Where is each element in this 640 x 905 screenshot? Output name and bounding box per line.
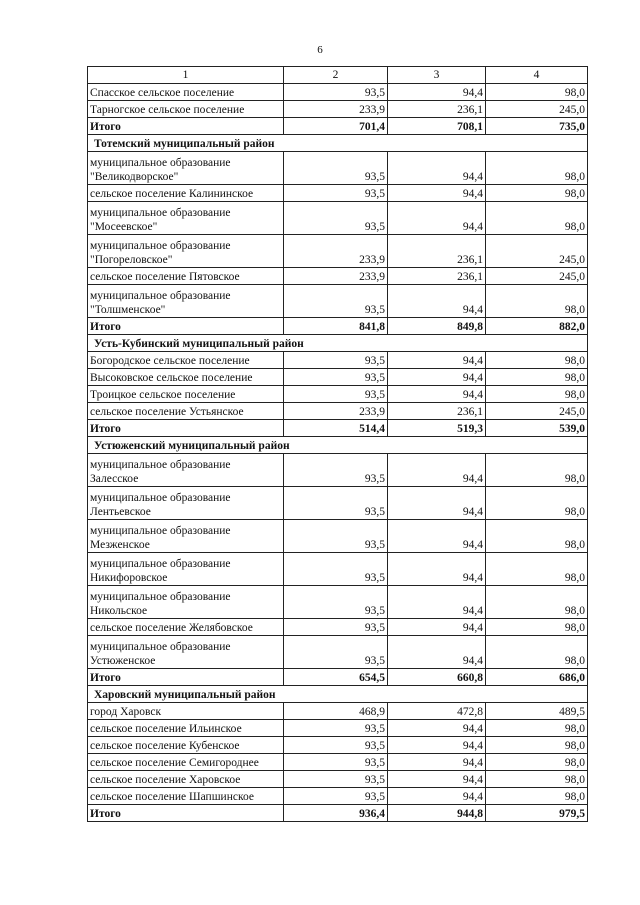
- table-row: [88, 352, 588, 369]
- settlement-name: сельское поселение Ильинское: [88, 720, 284, 737]
- value-col-3: 236,1: [388, 101, 486, 118]
- value-col-3: 519,3: [388, 420, 486, 437]
- value-col-2: 93,5: [284, 84, 388, 101]
- value-col-3: 94,4: [388, 788, 486, 805]
- settlement-name: муниципальное образование Лентьевское: [88, 487, 284, 520]
- value-col-4: 245,0: [486, 268, 588, 285]
- value-col-4: 98,0: [486, 369, 588, 386]
- settlement-name: сельское поселение Желябовское: [88, 619, 284, 636]
- total-row: [88, 318, 588, 335]
- settlement-name: муниципальное образование Устюженское: [88, 636, 284, 669]
- value-col-2: 93,5: [284, 636, 388, 669]
- value-col-3: 94,4: [388, 352, 486, 369]
- table-row: [88, 454, 588, 487]
- total-row: [88, 118, 588, 135]
- settlement-name: муниципальное образование "Мосеевское": [88, 202, 284, 235]
- value-col-2: 93,5: [284, 754, 388, 771]
- value-col-2: 93,5: [284, 454, 388, 487]
- district-header-row: [88, 437, 588, 454]
- value-col-4: 245,0: [486, 101, 588, 118]
- value-col-4: 98,0: [486, 553, 588, 586]
- settlement-name: муниципальное образование "Толшменское": [88, 285, 284, 318]
- value-col-4: 98,0: [486, 84, 588, 101]
- value-col-4: 98,0: [486, 619, 588, 636]
- table-row: [88, 487, 588, 520]
- settlement-name: Спасское сельское поселение: [88, 84, 284, 101]
- settlement-name: муниципальное образование Мезженское: [88, 520, 284, 553]
- value-col-4: 245,0: [486, 235, 588, 268]
- value-col-4: 98,0: [486, 454, 588, 487]
- value-col-3: 94,4: [388, 737, 486, 754]
- total-label: Итого: [88, 420, 284, 437]
- value-col-4: 882,0: [486, 318, 588, 335]
- settlement-name: сельское поселение Кубенское: [88, 737, 284, 754]
- value-col-3: 94,4: [388, 520, 486, 553]
- value-col-2: 233,9: [284, 403, 388, 420]
- value-col-3: 94,4: [388, 720, 486, 737]
- settlement-name: Троицкое сельское поселение: [88, 386, 284, 403]
- value-col-3: 94,4: [388, 84, 486, 101]
- settlement-name: Тарногское сельское поселение: [88, 101, 284, 118]
- value-col-2: 93,5: [284, 285, 388, 318]
- table-row: [88, 553, 588, 586]
- value-col-3: 94,4: [388, 454, 486, 487]
- table-row: [88, 369, 588, 386]
- table-row: [88, 720, 588, 737]
- value-col-2: 93,5: [284, 788, 388, 805]
- column-number-row: [88, 67, 588, 84]
- table-row: [88, 185, 588, 202]
- value-col-2: 93,5: [284, 352, 388, 369]
- settlement-name: муниципальное образование Никольское: [88, 586, 284, 619]
- value-col-4: 98,0: [486, 586, 588, 619]
- value-col-3: 236,1: [388, 268, 486, 285]
- value-col-3: 849,8: [388, 318, 486, 335]
- value-col-2: 93,5: [284, 586, 388, 619]
- value-col-4: 979,5: [486, 805, 588, 822]
- value-col-4: 98,0: [486, 352, 588, 369]
- value-col-3: 94,4: [388, 619, 486, 636]
- value-col-3: 94,4: [388, 202, 486, 235]
- settlement-name: муниципальное образование Никифоровское: [88, 553, 284, 586]
- value-col-4: 98,0: [486, 737, 588, 754]
- district-header-row: [88, 686, 588, 703]
- district-header-row: [88, 135, 588, 152]
- column-number-1: 1: [88, 67, 284, 84]
- page-number: 6: [317, 44, 323, 56]
- value-col-2: 93,5: [284, 386, 388, 403]
- table-row: [88, 235, 588, 268]
- total-row: [88, 420, 588, 437]
- value-col-3: 236,1: [388, 235, 486, 268]
- value-col-2: 936,4: [284, 805, 388, 822]
- value-col-2: 468,9: [284, 703, 388, 720]
- value-col-4: 686,0: [486, 669, 588, 686]
- value-col-4: 98,0: [486, 185, 588, 202]
- table-row: [88, 788, 588, 805]
- value-col-2: 233,9: [284, 268, 388, 285]
- value-col-2: 93,5: [284, 619, 388, 636]
- settlement-name: сельское поселение Харовское: [88, 771, 284, 788]
- district-name: Харовский муниципальный район: [88, 686, 588, 703]
- district-header-row: [88, 335, 588, 352]
- table-row: [88, 636, 588, 669]
- total-row: [88, 805, 588, 822]
- budget-table-body: [88, 67, 588, 822]
- value-col-4: 489,5: [486, 703, 588, 720]
- district-name: Усть-Кубинский муниципальный район: [88, 335, 588, 352]
- value-col-4: 245,0: [486, 403, 588, 420]
- table-row: [88, 737, 588, 754]
- district-name: Устюженский муниципальный район: [88, 437, 588, 454]
- settlement-name: Богородское сельское поселение: [88, 352, 284, 369]
- value-col-3: 94,4: [388, 152, 486, 185]
- value-col-4: 98,0: [486, 788, 588, 805]
- total-label: Итого: [88, 118, 284, 135]
- value-col-4: 539,0: [486, 420, 588, 437]
- settlement-name: муниципальное образование Залесское: [88, 454, 284, 487]
- value-col-3: 94,4: [388, 185, 486, 202]
- value-col-4: 98,0: [486, 487, 588, 520]
- settlement-name: муниципальное образование "Великодворское": [88, 152, 284, 185]
- settlement-name: сельское поселение Шапшинское: [88, 788, 284, 805]
- table-row: [88, 619, 588, 636]
- value-col-3: 660,8: [388, 669, 486, 686]
- value-col-3: 94,4: [388, 487, 486, 520]
- value-col-2: 93,5: [284, 152, 388, 185]
- settlement-name: сельское поселение Калининское: [88, 185, 284, 202]
- value-col-3: 472,8: [388, 703, 486, 720]
- value-col-2: 93,5: [284, 737, 388, 754]
- table-row: [88, 152, 588, 185]
- value-col-2: 93,5: [284, 553, 388, 586]
- value-col-4: 735,0: [486, 118, 588, 135]
- value-col-2: 93,5: [284, 369, 388, 386]
- value-col-4: 98,0: [486, 285, 588, 318]
- value-col-2: 93,5: [284, 185, 388, 202]
- value-col-3: 94,4: [388, 553, 486, 586]
- district-name: Тотемский муниципальный район: [88, 135, 588, 152]
- table-row: [88, 285, 588, 318]
- value-col-4: 98,0: [486, 771, 588, 788]
- value-col-3: 94,4: [388, 285, 486, 318]
- table-row: [88, 101, 588, 118]
- value-col-2: 701,4: [284, 118, 388, 135]
- value-col-3: 94,4: [388, 636, 486, 669]
- value-col-3: 94,4: [388, 369, 486, 386]
- value-col-3: 94,4: [388, 771, 486, 788]
- table-row: [88, 84, 588, 101]
- settlement-name: Высоковское сельское поселение: [88, 369, 284, 386]
- value-col-2: 654,5: [284, 669, 388, 686]
- settlement-name: сельское поселение Пятовское: [88, 268, 284, 285]
- value-col-4: 98,0: [486, 520, 588, 553]
- value-col-4: 98,0: [486, 386, 588, 403]
- value-col-2: 233,9: [284, 101, 388, 118]
- table-row: [88, 771, 588, 788]
- table-row: [88, 202, 588, 235]
- value-col-2: 93,5: [284, 202, 388, 235]
- budget-table: [87, 66, 588, 822]
- value-col-2: 514,4: [284, 420, 388, 437]
- value-col-2: 93,5: [284, 487, 388, 520]
- total-row: [88, 669, 588, 686]
- table-row: [88, 520, 588, 553]
- value-col-4: 98,0: [486, 152, 588, 185]
- value-col-3: 94,4: [388, 386, 486, 403]
- settlement-name: сельское поселение Устьянское: [88, 403, 284, 420]
- value-col-4: 98,0: [486, 720, 588, 737]
- table-row: [88, 703, 588, 720]
- settlement-name: город Харовск: [88, 703, 284, 720]
- value-col-2: 93,5: [284, 771, 388, 788]
- settlement-name: сельское поселение Семигороднее: [88, 754, 284, 771]
- table-row: [88, 386, 588, 403]
- value-col-3: 708,1: [388, 118, 486, 135]
- value-col-3: 236,1: [388, 403, 486, 420]
- value-col-3: 94,4: [388, 586, 486, 619]
- column-number-4: 4: [486, 67, 588, 84]
- column-number-2: 2: [284, 67, 388, 84]
- value-col-2: 233,9: [284, 235, 388, 268]
- table-row: [88, 268, 588, 285]
- settlement-name: муниципальное образование "Погореловское": [88, 235, 284, 268]
- total-label: Итого: [88, 805, 284, 822]
- value-col-4: 98,0: [486, 754, 588, 771]
- value-col-4: 98,0: [486, 202, 588, 235]
- table-row: [88, 403, 588, 420]
- value-col-2: 93,5: [284, 520, 388, 553]
- value-col-2: 93,5: [284, 720, 388, 737]
- total-label: Итого: [88, 669, 284, 686]
- value-col-3: 94,4: [388, 754, 486, 771]
- table-row: [88, 586, 588, 619]
- column-number-3: 3: [388, 67, 486, 84]
- total-label: Итого: [88, 318, 284, 335]
- value-col-4: 98,0: [486, 636, 588, 669]
- value-col-3: 944,8: [388, 805, 486, 822]
- value-col-2: 841,8: [284, 318, 388, 335]
- table-row: [88, 754, 588, 771]
